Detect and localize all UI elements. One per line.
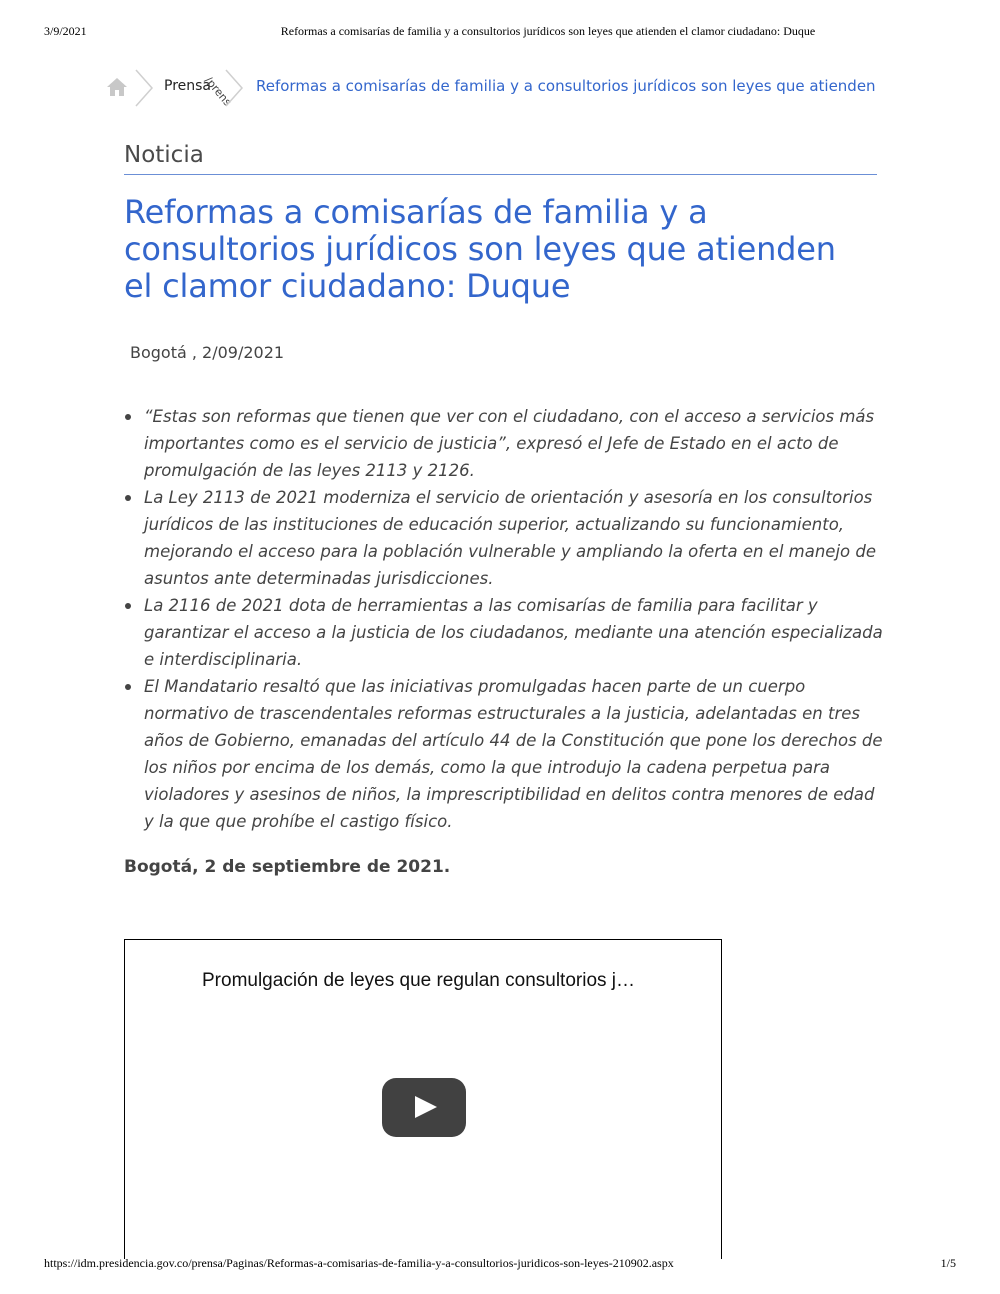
print-url: https://idm.presidencia.gov.co/prensa/Paginas/Reformas-a-comisarias-de-familia-y-a-consultorios-juridicos-son-leyes-210902.aspx	[44, 1256, 674, 1270]
summary-bullet: “Estas son reformas que tienen que ver con el ciudadano, con el acceso a servicios más importantes como es el servicio de justicia”, expresó el Jefe de Estado en el acto de promulgación de las leyes 2113 y 2126.	[124, 403, 884, 484]
play-icon	[415, 1096, 437, 1118]
section-label: Noticia	[124, 142, 204, 168]
breadcrumb-prensa[interactable]: Prensa	[164, 78, 212, 94]
summary-bullet: La 2116 de 2021 dota de herramientas a las comisarías de familia para facilitar y garantizar el acceso a la justicia de los ciudadanos, mediante una atención especializada e interdisciplinaria.	[124, 592, 884, 673]
summary-bullets	[124, 403, 884, 835]
article-headline: Reformas a comisarías de familia y a consultorios jurídicos son leyes que atienden el clamor ciudadano: Duque	[124, 193, 836, 305]
chevron-right-icon	[134, 68, 156, 108]
article-closing: Bogotá, 2 de septiembre de 2021.	[124, 857, 451, 877]
section-divider	[124, 174, 877, 175]
print-header	[0, 24, 1000, 40]
home-icon[interactable]	[106, 77, 128, 97]
play-button[interactable]	[382, 1078, 466, 1137]
breadcrumb-prensa-path: /prens	[202, 74, 235, 109]
breadcrumb	[104, 68, 904, 108]
print-title: Reformas a comisarías de familia y a consultorios jurídicos son leyes que atienden el clamor ciudadano: Duque	[280, 24, 816, 38]
video-title[interactable]: Promulgación de leyes que regulan consultorios j…	[202, 970, 636, 991]
chevron-right-icon	[224, 68, 246, 108]
article-dateline: Bogotá , 2/09/2021	[130, 343, 285, 362]
breadcrumb-current[interactable]: Reformas a comisarías de familia y a consultorios jurídicos son leyes que atienden	[256, 77, 876, 95]
print-date: 3/9/2021	[44, 24, 87, 38]
summary-bullet: El Mandatario resaltó que las iniciativas promulgadas hacen parte de un cuerpo normativo de trascendentales reformas estructurales a la justicia, adelantadas en tres años de Gobierno, emanadas del artículo 44 de la Constitución que pone los derechos de los niños por encima de los demás, como la que introdujo la cadena perpetua para violadores y asesinos de niños, la imprescriptibilidad en delitos contra menores de edad y la que que prohíbe el castigo físico.	[124, 673, 884, 835]
summary-bullet: La Ley 2113 de 2021 moderniza el servicio de orientación y asesoría en los consultorios jurídicos de las instituciones de educación superior, actualizando su funcionamiento, mejorando el acceso para la población vulnerable y ampliando la oferta en el manejo de asuntos ante determinadas jurisdicciones.	[124, 484, 884, 592]
print-footer	[0, 1256, 1000, 1272]
print-page-number: 1/5	[940, 1256, 956, 1270]
video-embed[interactable]	[124, 939, 722, 1259]
